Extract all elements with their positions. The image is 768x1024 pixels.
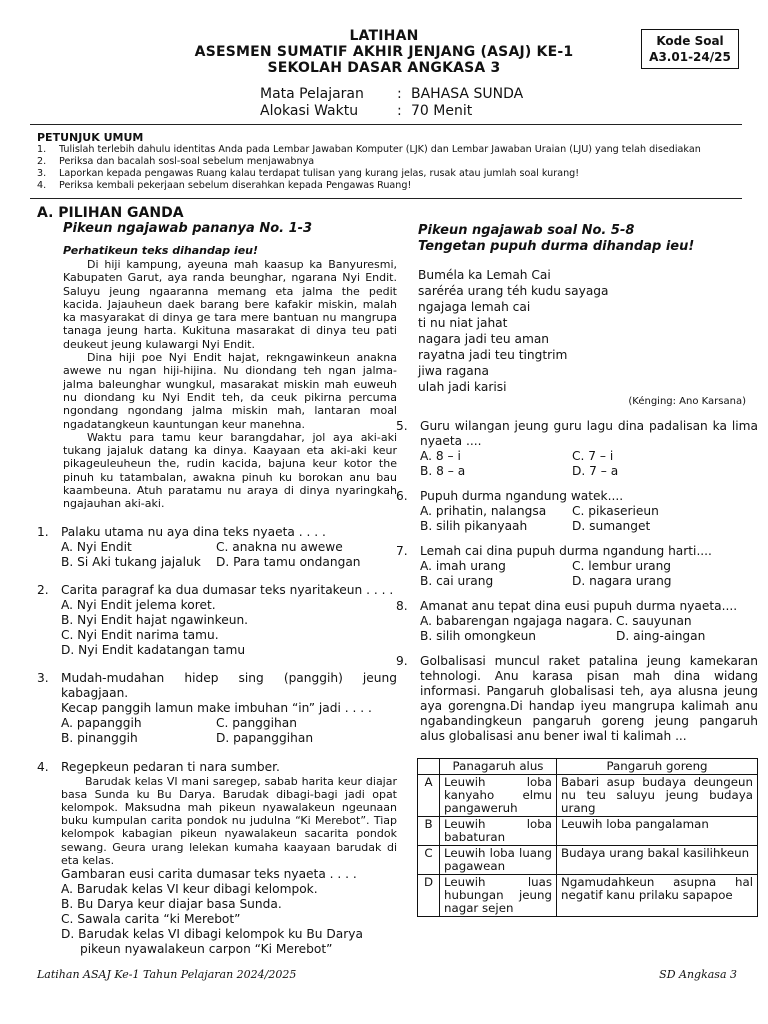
table-cell: Leuwih loba luang pagawean [440, 846, 557, 875]
question-1 [37, 525, 397, 570]
instruction-item [37, 144, 737, 156]
question-stem: Mudah-mudahan hidep sing (panggih) jeung kabagjaan. [61, 670, 397, 700]
instruction-text: Periksa kembali pekerjaan sebelum diserahkan kepada Pengawas Ruang! [59, 180, 412, 191]
table-header-row [418, 759, 758, 775]
table-header: Pangaruh goreng [557, 759, 758, 775]
option-a[interactable]: A. 8 – i [420, 449, 461, 463]
question-number: 6. [396, 489, 408, 503]
answer-options [420, 559, 766, 589]
exam-code-value: A3.01-24/25 [649, 50, 731, 64]
header-line-3: SEKOLAH DASAR ANGKASA 3 [267, 60, 501, 76]
poem-line: Buméla ka Lemah Cai [418, 268, 551, 282]
exam-code-label: Kode Soal [656, 34, 724, 48]
option-a[interactable]: A. papanggih [61, 715, 142, 730]
pupuh-durma-poem [396, 267, 766, 395]
poem-line: rayatna jadi teu tingtrim [418, 348, 568, 362]
option-b[interactable]: B. Si Aki tukang jajaluk [61, 554, 201, 569]
table-row[interactable] [418, 817, 758, 846]
question-number: 3. [37, 670, 49, 685]
option-c[interactable]: C. sauyunan [616, 614, 692, 628]
question-stem: Carita paragraf ka dua dumasar teks nyaritakeun . . . . [61, 582, 394, 597]
poem-line: nagara jadi teu aman [418, 332, 550, 346]
option-c[interactable]: C. Sawala carita “ki Merebot” [61, 912, 241, 927]
table-cell-letter: B [418, 817, 440, 846]
option-a[interactable]: A. Nyi Endit jelema koret. [61, 597, 216, 612]
poem-line: ti nu niat jahat [418, 316, 508, 330]
passage-paragraph: Dina hiji poe Nyi Endit hajat, rekngawinkeun anakna awewe nu ngan hiji-hijina. Nu diondang teh ngan jalma-jalma baleunghar wungkul, masarakat miskin mah euweuh nu diondang ku Nyi Endit teh, da ceuk pikirna percuma ngondang ngondang jalma miskin mah, lantaran moal ngadatangkeun kauntungan keur manehna. [63, 351, 397, 431]
poem-line: ngajaga lemah cai [418, 300, 531, 314]
question-6 [396, 489, 766, 534]
passage-intro: Perhatikeun teks dihandap ieu! [63, 244, 259, 257]
header-line-2: ASESMEN SUMATIF AKHIR JENJANG (ASAJ) KE-1 [194, 44, 574, 60]
left-column [37, 205, 397, 957]
question-number: 1. [37, 524, 49, 539]
meta-row-time [260, 103, 523, 120]
table-cell: Babari asup budaya deungeun nu teu saluyu jeung budaya urang [557, 775, 758, 817]
footer-left: Latihan ASAJ Ke-1 Tahun Pelajaran 2024/2025 [37, 968, 297, 981]
passage-paragraph: Waktu para tamu keur barangdahar, jol aya aki-aki tukang jajaluk datang ka dinya. Kaayaan eta aki-aki keur pikageuleuheun the, rudin kacida, bajuna keur kotor the pinuh ku tatambalan, awakna pinuh ku borokan anu bau kaambeuna. Atuh paratamu nu araya di dinya nyaringkah ngajauhan aki-aki. [63, 430, 397, 511]
option-b[interactable]: B. Bu Darya keur diajar basa Sunda. [61, 897, 282, 912]
answer-options [61, 598, 397, 658]
instruction-text: Laporkan kepada pengawas Ruang kalau terdapat tulisan yang kurang jelas, rusak atau jumlah soal kurang! [59, 168, 580, 179]
instruction-item [37, 156, 737, 168]
question-stem: Amanat anu tepat dina eusi pupuh durma nyaeta.... [420, 599, 738, 613]
instruction-number: 2. [37, 156, 47, 167]
table-cell-letter: D [418, 875, 440, 917]
instruction-text: Tulislah terlebih dahulu identitas Anda pada Lembar Jawaban Komputer (LJK) dan Lembar Jawaban Uraian (LJU) yang telah disediakan [59, 144, 701, 155]
table-header [418, 759, 440, 775]
instruction-item [37, 168, 737, 180]
option-b[interactable]: B. silih omongkeun [420, 629, 537, 643]
poem-line: saréréa urang téh kudu sayaga [418, 284, 609, 298]
question-stem: Pupuh durma ngandung watek.... [420, 489, 624, 503]
question-2 [37, 583, 397, 658]
question-4 [37, 760, 397, 957]
answer-options [420, 504, 766, 534]
globalization-table [417, 758, 758, 917]
exam-meta [260, 86, 523, 120]
option-b[interactable]: B. cai urang [420, 574, 494, 588]
answer-options [61, 540, 397, 570]
poem-line: jiwa ragana [418, 364, 489, 378]
answer-options [420, 449, 758, 479]
meta-row-subject [260, 86, 523, 103]
right-column [396, 223, 766, 917]
option-d[interactable]: D. Para tamu ondangan [216, 554, 361, 569]
question-number: 4. [37, 759, 49, 774]
option-a[interactable]: A. Barudak kelas VI keur dibagi kelompok. [61, 882, 318, 897]
meta-sep: : [397, 103, 402, 119]
option-a[interactable]: A. Nyi Endit [61, 539, 132, 554]
table-row[interactable] [418, 846, 758, 875]
meta-key: Mata Pelajaran [260, 86, 364, 102]
instruction-number: 4. [37, 180, 47, 191]
question-number: 9. [396, 654, 408, 668]
table-cell: Leuwih loba pangalaman [557, 817, 758, 846]
poem-line: ulah jadi karisi [418, 380, 507, 394]
option-c[interactable]: C. anakna nu awewe [216, 539, 343, 554]
option-c[interactable]: C. lembur urang [572, 559, 672, 573]
question-number: 7. [396, 544, 408, 558]
question-number: 2. [37, 582, 49, 597]
instruction-text: Periksa dan bacalah sosl-soal sebelum menjawabnya [59, 156, 315, 167]
question-8 [396, 599, 766, 644]
table-cell-letter: C [418, 846, 440, 875]
question-passage: Barudak kelas VI mani saregep, sabab harita keur diajar basa Sunda ku Bu Darya. Barudak dibagi-bagi jadi opat kelompok. Maksudna mah pikeun nyawalakeun ngeunaan buku kumpulan carita pondok nu judulna “Ki Merebot”. Tiap kelompok kabagian pikeun nyawalakeun sacarita pondok sewang. Geura urang lelekan kumaha kaayaan barudak di eta kelas. [61, 774, 397, 867]
divider-instructions [30, 198, 742, 199]
table-cell: Leuwih loba kanyaho elmu pangaweruh [440, 775, 557, 817]
option-d[interactable]: D. Barudak kelas VI dibagi kelompok ku Bu Darya [61, 927, 363, 942]
question-9 [396, 654, 766, 744]
section-subtitle: Pikeun ngajawab pananya No. 1-3 [63, 221, 313, 236]
option-a[interactable]: A. imah urang [420, 559, 506, 573]
section-subtitle: Pikeun ngajawab soal No. 5-8 [418, 223, 635, 238]
table-cell: Leuwih loba babaturan [440, 817, 557, 846]
question-stem: Palaku utama nu aya dina teks nyaeta . . . . [61, 524, 326, 539]
option-c[interactable]: C. 7 – i [572, 449, 614, 463]
footer-right: SD Angkasa 3 [659, 968, 737, 981]
option-b[interactable]: B. pinanggih [61, 730, 138, 745]
answer-options [420, 614, 766, 644]
instruction-item [37, 180, 737, 192]
exam-code-box [641, 29, 739, 69]
option-d[interactable]: D. aing-aingan [616, 629, 706, 643]
general-instructions [37, 131, 737, 192]
option-c[interactable]: C. pikaserieun [572, 504, 659, 518]
option-a[interactable]: A. babarengan ngajaga nagara. [420, 614, 613, 628]
question-5 [396, 419, 766, 479]
question-stem: Regepkeun pedaran ti nara sumber. [61, 759, 280, 774]
table-cell: Leuwih luas hubungan jeung nagar sejen [440, 875, 557, 917]
instruction-number: 1. [37, 144, 47, 155]
divider-top [30, 124, 742, 125]
question-7 [396, 544, 766, 589]
poem-credit: (Kénging: Ano Karsana) [628, 396, 746, 407]
question-stem-2: Gambaran eusi carita dumasar teks nyaeta . . . . [61, 867, 357, 882]
passage-paragraph: Di hiji kampung, ayeuna mah kaasup ka Banyuresmi, Kabupaten Garut, aya randa beunghar, ngarana Nyi Endit. Saluyu jeung ngaaranna memang eta jalma the pedit kacida. Jajauheun daek barang bere kafakir miskin, malah ka masyarakat di dinya ge tara mere bantuan nu mangrupa tanaga jeung harta. Kukituna masarakat di dinya teu pati deukeut jeung kulawargi Nyi Endit. [63, 258, 397, 351]
section-title: A. PILIHAN GANDA [37, 205, 184, 221]
option-b[interactable]: B. silih pikanyaah [420, 519, 528, 533]
option-d-continued[interactable]: pikeun nyawalakeun carpon “Ki Merebot” [80, 942, 333, 957]
option-d[interactable]: D. papanggihan [216, 730, 314, 745]
question-stem-2: Kecap panggih lamun make imbuhan “in” jadi . . . . [61, 700, 372, 715]
option-d[interactable]: D. 7 – a [572, 464, 619, 478]
reading-passage [37, 258, 397, 511]
question-stem: Guru wilangan jeung guru lagu dina padalisan ka lima nyaeta .... [420, 419, 758, 448]
instruction-number: 3. [37, 168, 47, 179]
question-number: 8. [396, 599, 408, 613]
table-cell: Ngamudahkeun asupna hal negatif kanu prilaku sapapoe [557, 875, 758, 917]
table-row[interactable] [418, 875, 758, 917]
table-row[interactable] [418, 775, 758, 817]
answer-options [61, 882, 397, 957]
poem-intro: Tengetan pupuh durma dihandap ieu! [418, 239, 695, 254]
option-a[interactable]: A. prihatin, nalangsa [420, 504, 547, 518]
meta-value: 70 Menit [411, 103, 473, 119]
option-d[interactable]: D. nagara urang [572, 574, 672, 588]
answer-options [61, 716, 397, 746]
question-number: 5. [396, 419, 408, 433]
table-header: Panagaruh alus [440, 759, 557, 775]
meta-key: Alokasi Waktu [260, 103, 359, 119]
meta-value: BAHASA SUNDA [411, 86, 524, 102]
question-stem: Lemah cai dina pupuh durma ngandung harti.... [420, 544, 712, 558]
table-cell: Budaya urang bakal kasilihkeun [557, 846, 758, 875]
option-c[interactable]: C. Nyi Endit narima tamu. [61, 627, 219, 642]
meta-sep: : [397, 86, 402, 102]
question-3 [37, 671, 397, 746]
option-d[interactable]: D. sumanget [572, 519, 651, 533]
question-stem: Golbalisasi muncul raket patalina jeung kamekaran tehnologi. Anu karasa pisan mah dina widang informasi. Pangaruh globalisasi teh, aya alusna jeung aya gorengna.Di handap iyeu mangrupa kalimah anu ngabandingkeun pangaruh goreng jeung pangaruh alus globalisasi anu bener iwal ti kalimah ... [420, 654, 758, 743]
header-line-1: LATIHAN [349, 28, 419, 44]
table-cell-letter: A [418, 775, 440, 817]
option-b[interactable]: B. Nyi Endit hajat ngawinkeun. [61, 612, 249, 627]
instructions-title: PETUNJUK UMUM [37, 131, 144, 144]
option-c[interactable]: C. panggihan [216, 715, 297, 730]
option-b[interactable]: B. 8 – a [420, 464, 466, 478]
option-d[interactable]: D. Nyi Endit kadatangan tamu [61, 642, 246, 657]
